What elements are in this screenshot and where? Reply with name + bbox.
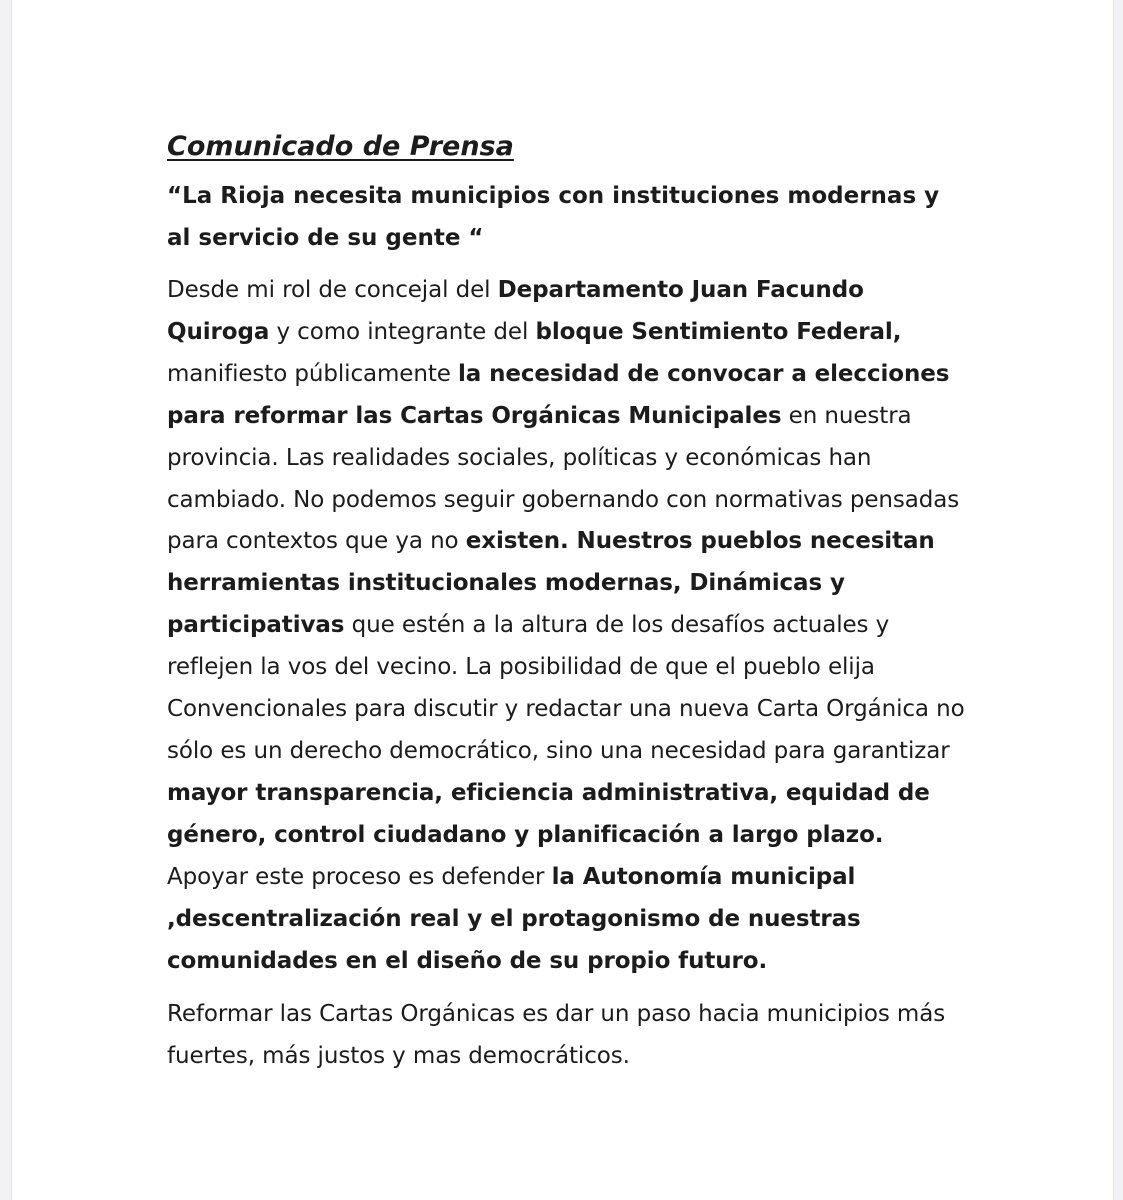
bold-span: bloque Sentimiento Federal, [535,318,902,345]
bold-span: la necesidad de convocar a elecciones para reformar las Cartas Orgánicas Municipales [167,360,950,429]
bold-span: la Autonomía municipal ,descentralización real y el protagonismo de nuestras comunidades en el diseño de su propio futuro. [167,863,861,974]
text-span: y como integrante del [269,318,536,345]
headline-quote: “La Rioja necesita municipios con instituciones modernas y al servicio de su gente “ [167,183,940,251]
text-span: Desde mi rol de concejal del [167,277,498,303]
document-page [11,0,1114,1200]
body-paragraph-2: Reformar las Cartas Orgánicas es dar un paso hacia municipios más fuertes, más justos y mas democráticos. [167,1001,946,1070]
bold-span: existen. Nuestros pueblos necesitan herramientas institucionales modernas, Dinámicas y participativas [167,528,935,639]
document-body [167,126,967,1090]
text-span: en nuestra provincia. Las realidades sociales, políticas y económicas han cambiado. No podemos seguir gobernando con normativas pensadas para contextos que ya no [167,402,960,555]
bold-span: mayor transparencia, eficiencia administrativa, equidad de género, control ciudadano y planificación a largo plazo. [167,779,930,848]
text-span: que estén a la altura de los desafíos actuales y reflejen la vos del vecino. La posibilidad de que el pueblo elija Convencionales para discutir y redactar una nueva Carta Orgánica no sólo es un derecho democrático, sino una necesidad para garantizar [167,612,965,764]
page-title: Comunicado de Prensa [167,131,514,162]
text-span: manifiesto públicamente [167,360,458,387]
body-paragraph-1 [167,270,967,982]
bold-span: Departamento Juan Facundo Quiroga [167,277,864,345]
text-span: Apoyar este proceso es defender [167,863,552,890]
